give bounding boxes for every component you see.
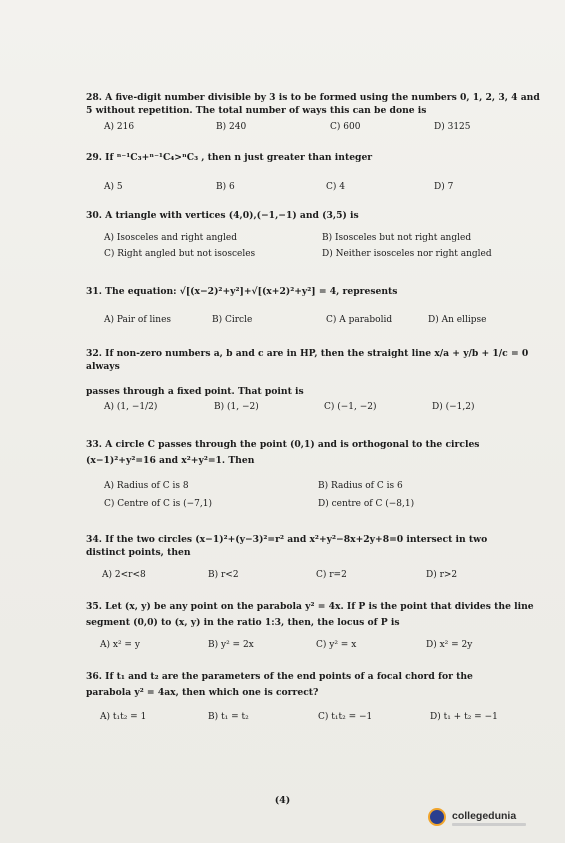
- option-b[interactable]: B) (1, −2): [214, 402, 259, 412]
- option-a[interactable]: A) t₁t₂ = 1: [100, 712, 147, 722]
- option-c[interactable]: C) t₁t₂ = −1: [318, 712, 373, 722]
- option-c[interactable]: C) 4: [326, 182, 345, 192]
- option-c[interactable]: C) 600: [330, 122, 361, 132]
- question-31: [86, 285, 546, 298]
- option-b[interactable]: B) Radius of C is 6: [318, 481, 403, 491]
- option-b[interactable]: B) Isosceles but not right angled: [322, 233, 472, 243]
- question-34: [86, 533, 546, 559]
- option-a[interactable]: A) Radius of C is 8: [104, 481, 189, 491]
- option-b[interactable]: B) 6: [216, 182, 235, 192]
- question-32-stem-line2: passes through a fixed point. That point is: [86, 386, 304, 397]
- option-d[interactable]: D) An ellipse: [428, 315, 487, 325]
- question-32-stem-line1: 32. If non-zero numbers a, b and c are in HP, then the straight line x/a + y/b + 1/c = 0 always: [86, 348, 529, 372]
- option-c[interactable]: C) r=2: [316, 570, 347, 580]
- question-35-stem-line1: 35. Let (x, y) be any point on the parabola y² = 4x. If P is the point that divides the line: [86, 601, 534, 612]
- option-a[interactable]: A) Isosceles and right angled: [104, 233, 238, 243]
- option-d[interactable]: D) 7: [434, 182, 454, 192]
- option-a[interactable]: A) 216: [104, 122, 135, 132]
- option-c[interactable]: C) Right angled but not isosceles: [104, 249, 256, 259]
- question-36-stem-line2: parabola y² = 4ax, then which one is correct?: [86, 687, 319, 698]
- question-36: [86, 670, 546, 699]
- question-32: [86, 347, 546, 398]
- option-d[interactable]: D) Neither isosceles nor right angled: [322, 249, 492, 259]
- option-b[interactable]: B) r<2: [208, 570, 239, 580]
- option-b[interactable]: B) 240: [216, 122, 247, 132]
- option-d[interactable]: D) x² = 2y: [426, 640, 473, 650]
- option-c[interactable]: C) (−1, −2): [324, 402, 377, 412]
- page-number: (4): [274, 795, 291, 806]
- option-a[interactable]: A) 5: [104, 182, 123, 192]
- question-30: [86, 209, 546, 222]
- option-d[interactable]: D) 3125: [434, 122, 471, 132]
- mascot-icon: [428, 808, 446, 826]
- option-c[interactable]: C) A parabolid: [326, 315, 393, 325]
- option-d[interactable]: D) t₁ + t₂ = −1: [430, 712, 498, 722]
- option-d[interactable]: D) (−1,2): [432, 402, 475, 412]
- question-28-stem: 28. A five-digit number divisible by 3 is to be formed using the numbers 0, 1, 2, 3, 4 and 5 without repetition. The total number of ways this can be done is: [86, 92, 540, 116]
- question-33-stem-line1: 33. A circle C passes through the point (0,1) and is orthogonal to the circles: [86, 439, 480, 450]
- question-29-stem: 29. If ⁿ⁻¹C₃+ⁿ⁻¹C₄>ⁿC₃ , then n just greater than integer: [86, 152, 373, 163]
- option-a[interactable]: A) Pair of lines: [104, 315, 172, 325]
- option-b[interactable]: B) Circle: [212, 315, 253, 325]
- logo-tagline-bar: [452, 823, 526, 826]
- question-28: [86, 91, 546, 117]
- option-b[interactable]: B) y² = 2x: [208, 640, 254, 650]
- option-a[interactable]: A) (1, −1/2): [104, 402, 158, 412]
- option-c[interactable]: C) Centre of C is (−7,1): [104, 499, 212, 509]
- option-d[interactable]: D) r>2: [426, 570, 458, 580]
- option-a[interactable]: A) x² = y: [100, 640, 140, 650]
- question-31-stem: 31. The equation: √[(x−2)²+y²]+√[(x+2)²+y²] = 4, represents: [86, 286, 398, 297]
- question-29: [86, 151, 546, 164]
- question-35: [86, 600, 546, 629]
- option-c[interactable]: C) y² = x: [316, 640, 357, 650]
- question-30-stem: 30. A triangle with vertices (4,0),(−1,−1) and (3,5) is: [86, 210, 359, 221]
- collegedunia-logo: [428, 806, 548, 834]
- question-33-stem-line2: (x−1)²+y²=16 and x²+y²=1. Then: [86, 455, 255, 466]
- question-34-stem-line1: 34. If the two circles (x−1)²+(y−3)²=r² and x²+y²−8x+2y+8=0 intersect in two: [86, 534, 488, 545]
- question-35-stem-line2: segment (0,0) to (x, y) in the ratio 1:3, then, the locus of P is: [86, 617, 400, 628]
- question-33: [86, 438, 546, 467]
- option-d[interactable]: D) centre of C (−8,1): [318, 499, 415, 509]
- option-b[interactable]: B) t₁ = t₂: [208, 712, 249, 722]
- question-36-stem-line1: 36. If t₁ and t₂ are the parameters of the end points of a focal chord for the: [86, 671, 473, 682]
- option-a[interactable]: A) 2<r<8: [102, 570, 146, 580]
- logo-text: collegedunia: [452, 810, 517, 822]
- question-34-stem-line2: distinct points, then: [86, 547, 191, 558]
